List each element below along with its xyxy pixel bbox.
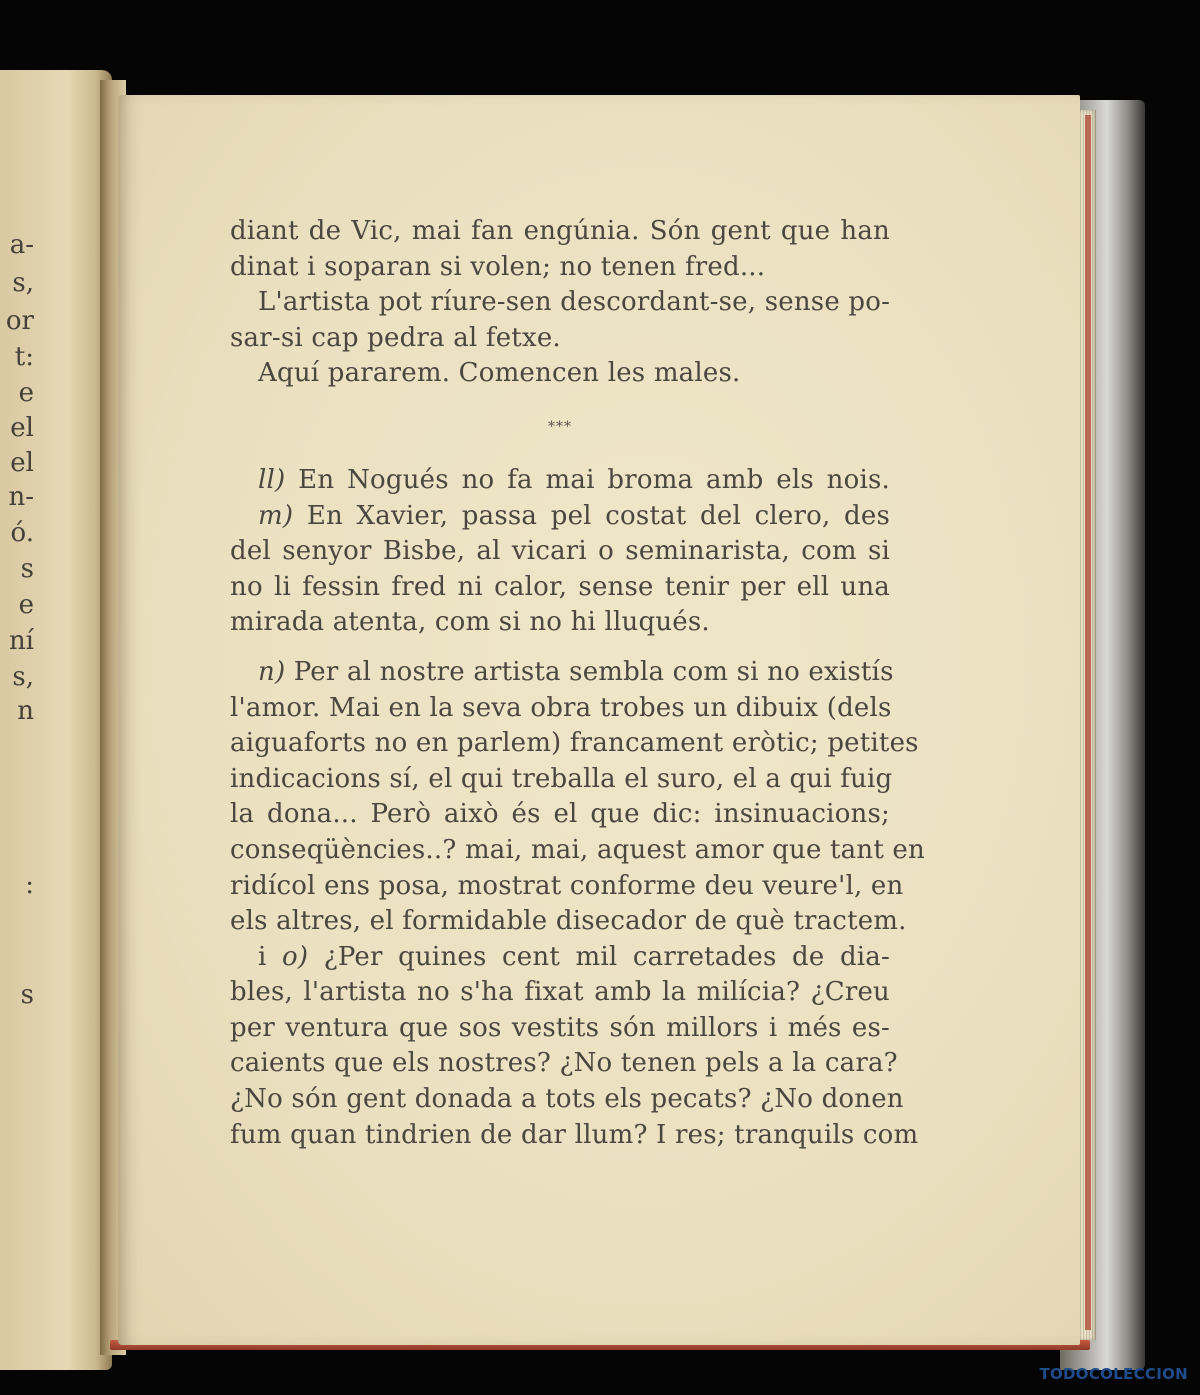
left-fragment: n- — [8, 482, 34, 512]
text-line: caients que els nostres? ¿No tenen pels a la cara? — [230, 1048, 898, 1079]
text-line: L'artista pot ríure-sen descordant-se, sense po- — [258, 287, 891, 318]
list-marker: n) — [258, 656, 286, 687]
left-fragment: e — [18, 590, 34, 620]
text-line: l'amor. Mai en la seva obra trobes un dibuix (dels — [230, 692, 892, 723]
text-span: En Xavier, passa pel costat del clero, des — [306, 500, 890, 531]
left-fragment: : — [25, 870, 34, 900]
left-fragment: el — [10, 413, 34, 443]
left-fragment: s, — [12, 268, 34, 298]
text-line: del senyor Bisbe, al vicari o seminarista, com si — [230, 536, 890, 567]
text-line: sar-si cap pedra al fetxe. — [230, 322, 561, 353]
left-fragment: or — [5, 306, 34, 336]
text-span: ¿Per quines cent mil carretades de dia- — [323, 941, 890, 972]
text-line: aiguaforts no en parlem) francament eròtic; petites — [230, 728, 919, 759]
left-fragment: a- — [9, 230, 34, 260]
text-line: ridícol ens posa, mostrat conforme deu veure'l, en — [230, 870, 904, 901]
left-fragment: ó. — [10, 518, 34, 548]
text-line: per ventura que sos vestits són millors i més es- — [230, 1012, 890, 1043]
text-line: no li fessin fred ni calor, sense tenir per ell una — [230, 571, 890, 602]
left-fragment: s, — [12, 662, 34, 692]
text-line: ¿No són gent donada a tots els pecats? ¿No donen — [230, 1084, 904, 1115]
text-line: indicacions sí, el qui treballa el suro, el a qui fuig — [230, 763, 893, 794]
list-marker: m) — [258, 500, 294, 531]
page-text — [230, 214, 925, 1153]
text-line — [230, 940, 890, 976]
text-line: dinat i soparan si volen; no tenen fred... — [230, 251, 766, 282]
text-line: els altres, el formidable disecador de què tractem. — [230, 906, 907, 937]
left-fragment: s — [20, 554, 34, 584]
left-fragment: el — [10, 448, 34, 478]
text-line: mirada atenta, com si no hi lluqués. — [230, 607, 710, 638]
page-red-edge — [1085, 115, 1091, 1330]
text-line: fum quan tindrien de dar llum? I res; tranquils com — [230, 1119, 919, 1150]
left-fragment: e — [18, 378, 34, 408]
text-line: la dona... Però això és el que dic: insinuacions; — [230, 799, 890, 830]
text-line: bles, l'artista no s'ha fixat amb la milícia? ¿Creu — [230, 977, 890, 1008]
text-line — [230, 463, 890, 499]
left-page — [0, 70, 112, 1370]
text-span: En Nogués no fa mai broma amb els nois. — [298, 464, 890, 495]
list-marker: ll) — [258, 464, 286, 495]
text-line: conseqüències..? mai, mai, aquest amor que tant en — [230, 834, 925, 865]
text-line — [230, 499, 890, 535]
list-marker: o) — [282, 941, 309, 972]
text-line: diant de Vic, mai fan engúnia. Són gent que han — [230, 216, 890, 246]
section-separator: *** — [548, 418, 572, 435]
text-line — [230, 655, 894, 691]
left-fragment: t: — [14, 342, 34, 372]
watermark: TODOCOLECCION — [1039, 1365, 1188, 1383]
text-span: Per al nostre artista sembla com si no existís — [293, 656, 894, 687]
text-span: i — [258, 941, 267, 972]
left-fragment: s — [20, 980, 34, 1010]
left-fragment: n — [17, 696, 34, 726]
text-line: Aquí pararem. Comencen les males. — [258, 358, 741, 389]
left-fragment: ní — [8, 626, 34, 656]
